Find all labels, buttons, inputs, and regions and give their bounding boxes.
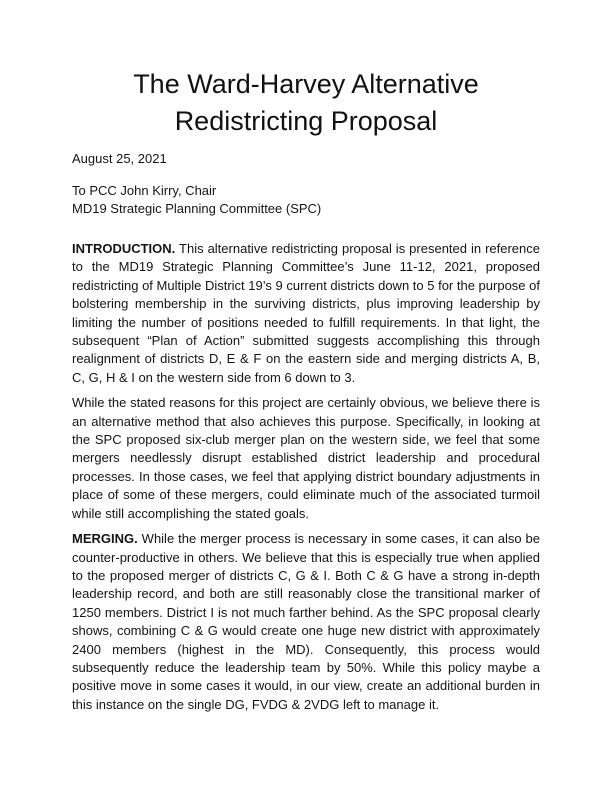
recipient-line-2: MD19 Strategic Planning Committee (SPC)	[72, 200, 322, 216]
title-line-2: Redistricting Proposal	[174, 106, 438, 136]
recipient-line-1: To PCC John Kirry, Chair	[72, 183, 217, 198]
paragraph-introduction	[72, 240, 540, 387]
document-title	[72, 66, 540, 140]
paragraph-alternative	[72, 394, 540, 523]
paragraph-merging-text: While the merger process is necessary in some cases, it can also be counter-productive in others. We believe that this is especially true when applied to the proposed merger of districts C, G & I. Both C & G have a strong in-depth leadership record, and both are still reasonably close the transitional marker of 1250 members. District I is not much farther behind. As the SPC proposal clearly shows, combining C & G would create one huge new district with approximately 2400 members (highest in the MD). Consequently, this process would subsequently reduce the leadership team by 50%. While this policy maybe a positive move in some cases it would, in our view, create an additional burden in this instance on the single DG, FVDG & 2VDG left to manage it.	[72, 531, 540, 712]
recipient-block	[72, 182, 540, 217]
paragraph-merging-lead: MERGING.	[72, 531, 138, 547]
document-date: August 25, 2021	[72, 151, 167, 166]
paragraph-introduction-text: This alternative redistricting proposal is presented in reference to the MD19 Strategic Planning Committee’s June 11-12, 2021, proposed redistricting of Multiple District 19’s 9 current districts down to 5 for the purpose of bolstering membership in the surviving districts, plus improving leadership by limiting the number of positions needed to fulfill requirements. In that light, the subsequent “Plan of Action” submitted suggests accomplishing this through realignment of districts D, E & F on the eastern side and merging districts A, B, C, G, H & I on the western side from 6 down to 3.	[72, 241, 540, 385]
paragraph-merging	[72, 530, 540, 714]
title-line-1: The Ward-Harvey Alternative	[133, 69, 479, 99]
paragraph-alternative-text: While the stated reasons for this project are certainly obvious, we believe there is an alternative method that also achieves this purpose. Specifically, in looking at the SPC proposed six-club merger plan on the western side, we feel that some mergers needlessly disrupt established district leadership and procedural processes. In those cases, we feel that applying district boundary adjustments in place of some of these mergers, could eliminate much of the associated turmoil while still accomplishing the stated goals.	[72, 395, 540, 521]
paragraph-introduction-lead: INTRODUCTION.	[72, 241, 176, 256]
